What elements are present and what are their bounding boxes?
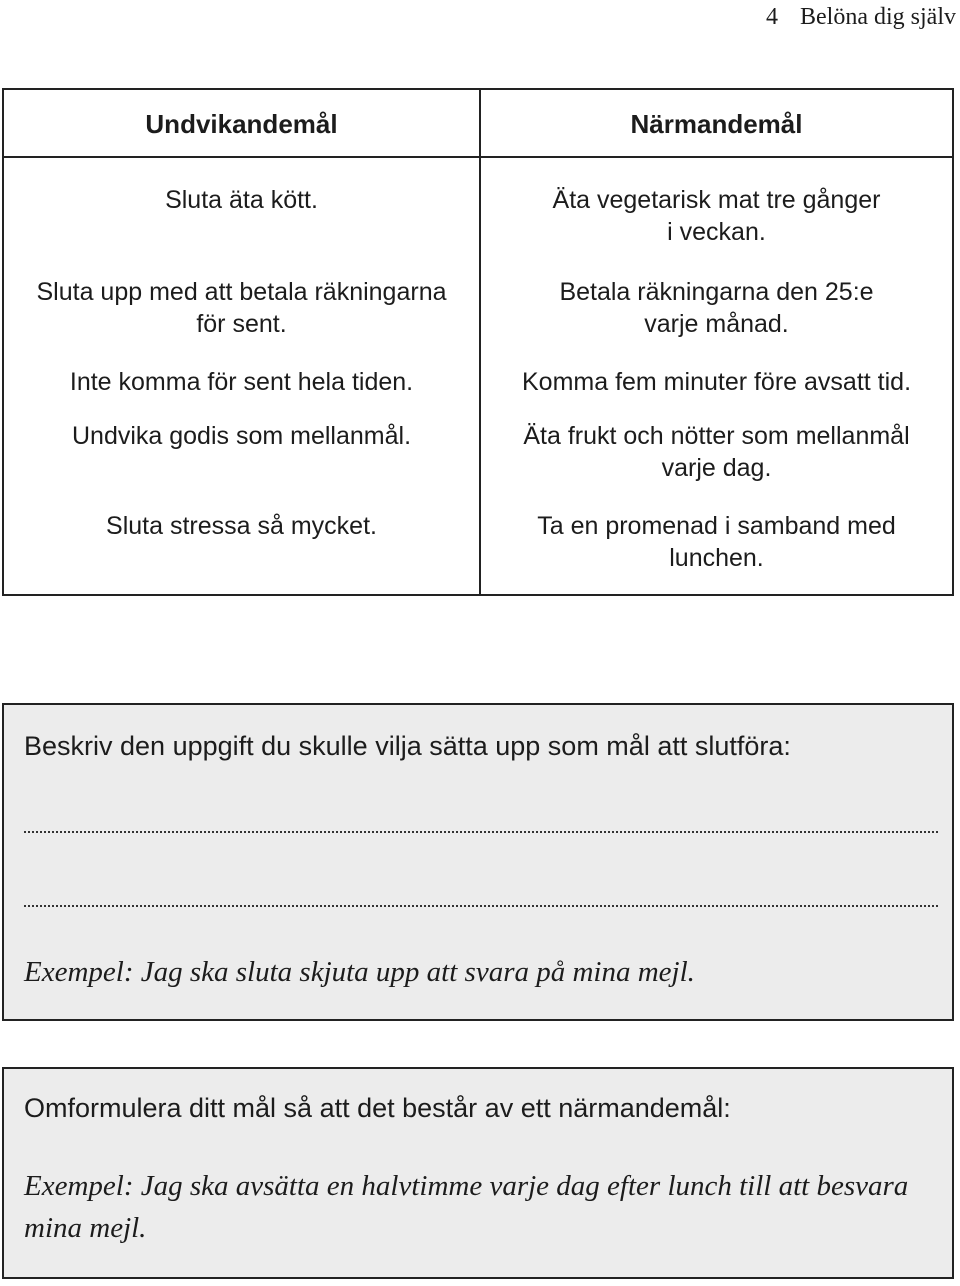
avoidance-goal-item: Sluta upp med att betala räkningarna för sent. (36, 278, 447, 338)
running-head (766, 4, 956, 31)
approach-goal-item: Betala räkningarna den 25:e varje månad. (559, 278, 874, 338)
avoidance-goals-header: Undvikandemål (4, 90, 479, 158)
reformulate-goal-prompt: Omformulera ditt mål så att det består av ett närmandemål: (24, 1093, 731, 1123)
goal-comparison-table (2, 88, 954, 596)
reformulate-goal-exercise (2, 1067, 954, 1279)
describe-task-example: Exempel: Jag ska sluta skjuta upp att svara på mina mejl. (24, 956, 695, 988)
approach-goal-item: Komma fem minuter före avsatt tid. (521, 368, 912, 396)
avoidance-goal-item: Inte komma för sent hela tiden. (69, 368, 414, 396)
approach-goal-item: Äta frukt och nötter som mellanmål varje dag. (523, 422, 910, 482)
avoidance-goal-item: Sluta stressa så mycket. (106, 512, 377, 540)
avoidance-goal-item: Sluta äta kött. (165, 186, 318, 214)
chapter-title: Belöna dig själv (800, 4, 956, 30)
approach-goals-header: Närmandemål (481, 90, 952, 158)
answer-line-2[interactable] (24, 905, 938, 907)
approach-goal-item: Äta vegetarisk mat tre gånger i veckan. (552, 186, 881, 246)
answer-line-1[interactable] (24, 831, 938, 833)
approach-goal-item: Ta en promenad i samband med lunchen. (537, 512, 896, 572)
describe-task-exercise (2, 703, 954, 1021)
avoidance-goals-column (4, 90, 481, 594)
avoidance-goal-item: Undvika godis som mellanmål. (71, 422, 412, 450)
reformulate-goal-example: Exempel: Jag ska avsätta en halvtimme varje dag efter lunch till att besvara mina mejl. (24, 1170, 909, 1244)
page-number: 4 (766, 4, 779, 30)
describe-task-prompt: Beskriv den uppgift du skulle vilja sätta upp som mål att slutföra: (24, 731, 791, 761)
approach-goals-column (481, 90, 952, 594)
